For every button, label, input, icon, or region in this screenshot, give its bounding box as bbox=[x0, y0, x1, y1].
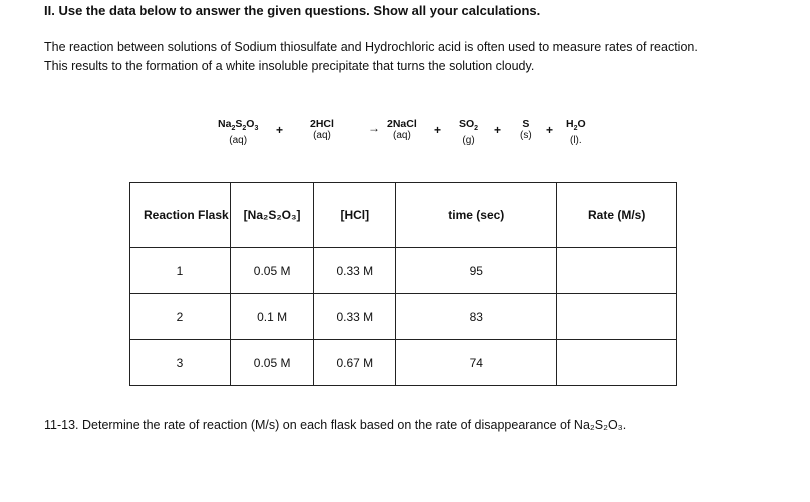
plus-sign: + bbox=[546, 123, 554, 137]
section-heading: II. Use the data below to answer the given questions. Show all your calculations. bbox=[44, 3, 541, 18]
cell-flask: 3 bbox=[130, 340, 231, 386]
cell-hcl: 0.67 M bbox=[314, 340, 396, 386]
plus-sign: + bbox=[494, 123, 502, 137]
cell-rate bbox=[557, 340, 677, 386]
table-row bbox=[130, 294, 677, 340]
cell-na2s2o3: 0.1 M bbox=[230, 294, 313, 340]
header-time: time (sec) bbox=[396, 183, 557, 248]
reaction-arrow: → bbox=[368, 121, 380, 135]
chemical-equation bbox=[0, 0, 810, 160]
intro-line-2: This results to the formation of a white insoluble precipitate that turns the solution cloudy. bbox=[44, 59, 535, 73]
species-so2: $SO_2$ (g) bbox=[459, 118, 479, 147]
cell-na2s2o3: 0.05 M bbox=[230, 248, 313, 294]
plus-sign: + bbox=[434, 123, 442, 137]
data-table bbox=[129, 182, 677, 386]
cell-hcl: 0.33 M bbox=[314, 248, 396, 294]
header-reaction-flask: Reaction Flask bbox=[130, 183, 231, 248]
cell-time: 83 bbox=[396, 294, 557, 340]
plus-sign: + bbox=[276, 123, 284, 137]
species-na2s2o3: $Na_2S_2O_3$ (aq) bbox=[218, 118, 259, 147]
species-nacl: 2NaCl (aq) bbox=[387, 118, 417, 141]
species-hcl: 2HCl (aq) bbox=[310, 118, 334, 141]
cell-time: 74 bbox=[396, 340, 557, 386]
cell-na2s2o3: 0.05 M bbox=[230, 340, 313, 386]
species-h2o: $H_2O$ (l). bbox=[566, 118, 586, 147]
cell-time: 95 bbox=[396, 248, 557, 294]
cell-flask: 2 bbox=[130, 294, 231, 340]
header-hcl: [HCl] bbox=[314, 183, 396, 248]
species-s: S (s) bbox=[520, 118, 532, 141]
cell-hcl: 0.33 M bbox=[314, 294, 396, 340]
cell-rate bbox=[557, 294, 677, 340]
table-header-row bbox=[130, 183, 677, 248]
question-11-13: 11-13. Determine the rate of reaction (M/s) on each flask based on the rate of disappearance of Na₂S₂O₃. bbox=[44, 418, 627, 432]
intro-line-1: The reaction between solutions of Sodium thiosulfate and Hydrochloric acid is often used to measure rates of reaction. bbox=[44, 40, 698, 54]
header-na2s2o3: [Na₂S₂O₃] bbox=[230, 183, 313, 248]
table-row bbox=[130, 248, 677, 294]
header-rate: Rate (M/s) bbox=[557, 183, 677, 248]
table-row bbox=[130, 340, 677, 386]
cell-rate bbox=[557, 248, 677, 294]
cell-flask: 1 bbox=[130, 248, 231, 294]
